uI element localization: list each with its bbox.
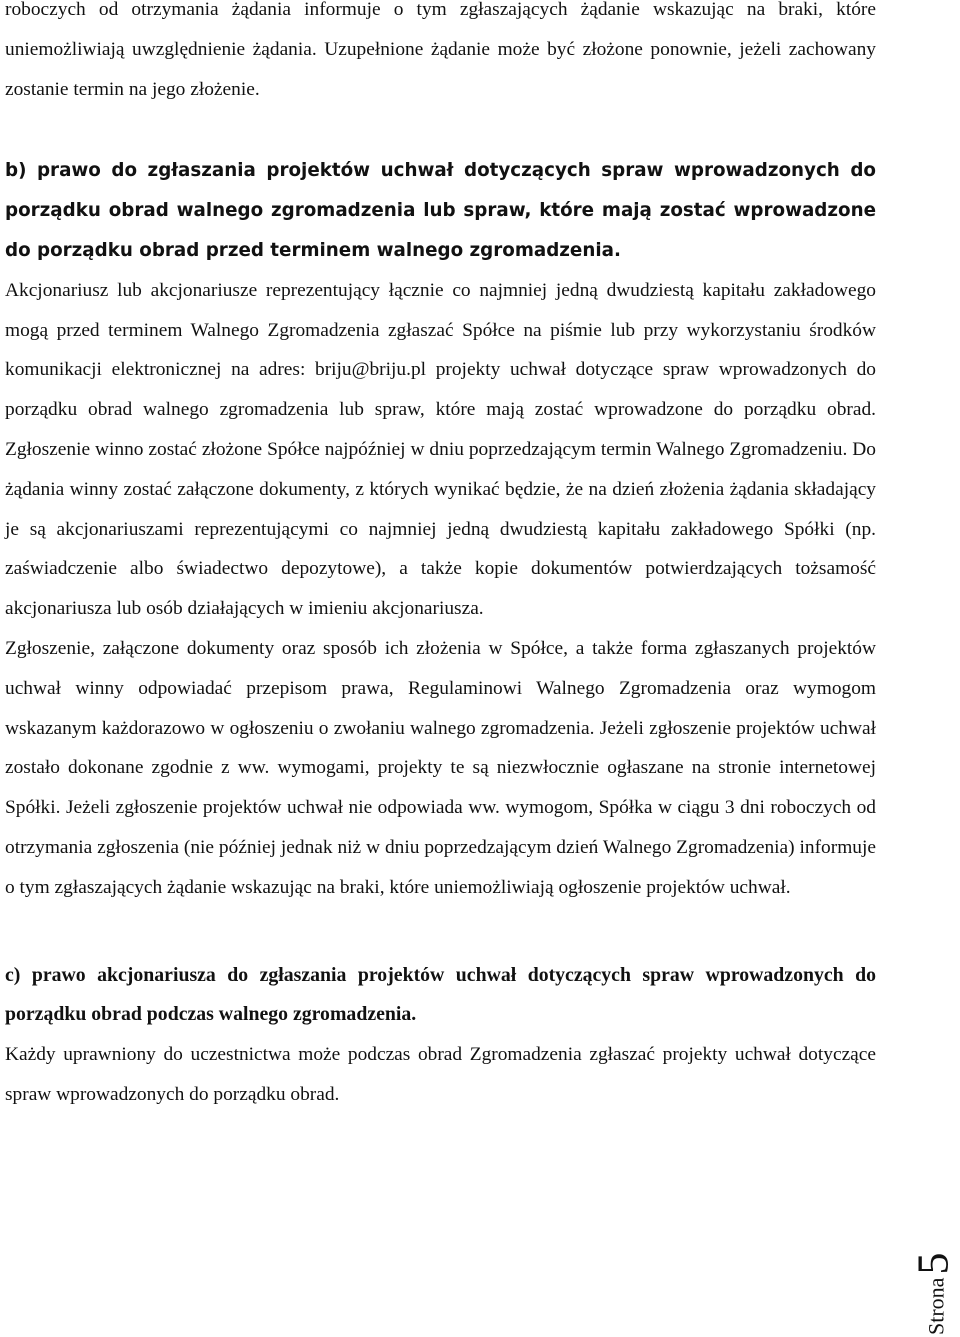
page-footer <box>907 1253 958 1335</box>
section-c-heading: c) prawo akcjonariusza do zgłaszania projektów uchwał dotyczących spraw wprowadzonych do porządku obrad podczas walnego zgromadzenia. <box>5 963 876 1026</box>
page-number: 5 <box>908 1252 957 1275</box>
document-page <box>5 0 876 1115</box>
section-b-paragraph-1: Akcjonariusz lub akcjonariusze reprezentujący łącznie co najmniej jedną dwudziestą kapitału zakładowego mogą przed terminem Walnego Zgromadzenia zgłaszać Spółce na piśmie lub przy wykorzystaniu środków komunikacji elektronicznej na adres: briju@briju.pl projekty uchwał dotyczące spraw wprowadzonych do porządku obrad walnego zgromadzenia lub spraw, które mają zostać wprowadzone do porządku obrad. Zgłoszenie winno zostać złożone Spółce najpóźniej w dniu poprzedzającym termin Walnego Zgromadzeniu. Do żądania winny zostać załączone dokumenty, z których wynikać będzie, że na dzień złożenia żądania składający je są akcjonariuszami reprezentującymi co najmniej jedną dwudziestą kapitału zakładowego Spółki (np. zaświadczenie albo świadectwo depozytowe), a także kopie dokumentów potwierdzających tożsamość akcjonariusza lub osób działających w imieniu akcjonariusza. <box>5 279 876 620</box>
intro-paragraph: roboczych od otrzymania żądania informuje o tym zgłaszających żądanie wskazując na braki, które uniemożliwiają uwzględnienie żądania. Uzupełnione żądanie może być złożone ponownie, jeżeli zachowany zostanie termin na jego złożenie. <box>5 0 876 100</box>
page-label: Strona <box>923 1277 948 1335</box>
section-b-paragraph-2: Zgłoszenie, załączone dokumenty oraz sposób ich złożenia w Spółce, a także forma zgłaszanych projektów uchwał winny odpowiadać przepisom prawa, Regulaminowi Walnego Zgromadzenia oraz wymogom wskazanym każdorazowo w ogłoszeniu o zwołaniu walnego zgromadzenia. Jeżeli zgłoszenie projektów uchwał zostało dokonane zgodnie z ww. wymogami, projekty te są niezwłocznie ogłaszane na stronie internetowej Spółki. Jeżeli zgłoszenie projektów uchwał nie odpowiada ww. wymogom, Spółka w ciągu 3 dni roboczych od otrzymania zgłoszenia (nie później jednak niż w dniu poprzedzającym dzień Walnego Zgromadzenia) informuje o tym zgłaszających żądanie wskazując na braki, które uniemożliwiają ogłoszenie projektów uchwał. <box>5 637 876 898</box>
section-c-paragraph: Każdy uprawniony do uczestnictwa może podczas obrad Zgromadzenia zgłaszać projekty uchwał dotyczące spraw wprowadzonych do porządku obrad. <box>5 1044 876 1105</box>
section-b-heading: b) prawo do zgłaszania projektów uchwał dotyczących spraw wprowadzonych do porządku obrad walnego zgromadzenia lub spraw, które mają zostać wprowadzone do porządku obrad przed terminem walnego zgromadzenia. <box>5 160 876 261</box>
